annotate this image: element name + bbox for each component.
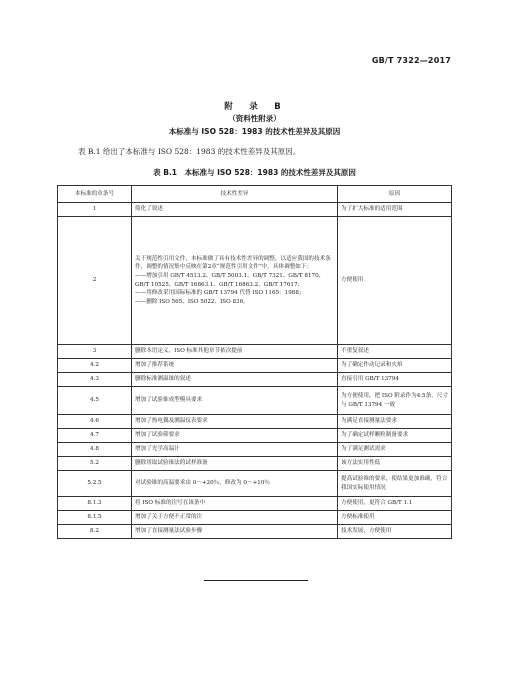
cell-clause: 2 bbox=[58, 217, 132, 345]
difference-line: 删除标准测温锥的叙述 bbox=[135, 376, 191, 383]
cell-reason: 不重复叙述 bbox=[338, 345, 452, 359]
cell-clause: 4.5 bbox=[58, 387, 132, 415]
table-row bbox=[58, 415, 452, 429]
intro-paragraph: 表 B.1 给出了本标准与 ISO 528：1983 的技术性差异及其原因。 bbox=[78, 147, 301, 156]
cell-difference bbox=[132, 345, 338, 359]
table-row bbox=[58, 359, 452, 373]
cell-clause: 5.2 bbox=[58, 457, 132, 471]
difference-line: 简化了叙述 bbox=[135, 206, 163, 213]
cell-clause: 3 bbox=[58, 345, 132, 359]
difference-line: 增加了关于方便不正常的注 bbox=[135, 514, 203, 521]
cell-difference bbox=[132, 525, 338, 539]
cell-difference bbox=[132, 471, 338, 497]
cell-difference bbox=[132, 497, 338, 511]
cell-difference bbox=[132, 429, 338, 443]
table-body bbox=[58, 203, 452, 539]
table-row bbox=[58, 457, 452, 471]
cell-reason: 方便标准使用 bbox=[338, 511, 452, 525]
table-header-row bbox=[58, 186, 452, 203]
difference-line: 增加了热电偶及测温仪表要求 bbox=[135, 418, 208, 425]
differences-table bbox=[57, 185, 452, 539]
cell-reason: 方便使用 bbox=[338, 217, 452, 345]
cell-reason: 直接引用 GB/T 13794 bbox=[338, 373, 452, 387]
cell-clause: 8.1.3 bbox=[58, 497, 132, 511]
header-clause: 本标准的章条号 bbox=[58, 186, 132, 203]
cell-clause: 8.2 bbox=[58, 525, 132, 539]
cell-clause: 4.3 bbox=[58, 373, 132, 387]
table-row bbox=[58, 203, 452, 217]
difference-line: 增加了试验锥成型模具要求 bbox=[135, 397, 203, 404]
difference-line: ——删除 ISO 565、ISO 5022、ISO 836。 bbox=[135, 298, 249, 305]
table-row bbox=[58, 471, 452, 497]
difference-line: 增加了试验筛要求 bbox=[135, 432, 180, 439]
end-rule bbox=[204, 580, 308, 581]
annex-title: 附 录 B bbox=[224, 102, 285, 112]
difference-line: 增加了直接测量法试验步骤 bbox=[135, 528, 203, 535]
cell-reason: 该方法实用性低 bbox=[338, 457, 452, 471]
difference-line: ——用修改采用国际标准的 GB/T 13794 代替 ISO 1165：1988； bbox=[135, 290, 305, 297]
table-row bbox=[58, 429, 452, 443]
table-row bbox=[58, 497, 452, 511]
difference-line: 将 ISO 标准的注写在该条中 bbox=[135, 500, 206, 507]
cell-clause: 8.1.5 bbox=[58, 511, 132, 525]
table-row bbox=[58, 387, 452, 415]
cell-reason: 为了确定作动记录和火焰 bbox=[338, 359, 452, 373]
cell-clause: 4.7 bbox=[58, 429, 132, 443]
table-row bbox=[58, 373, 452, 387]
cell-difference bbox=[132, 511, 338, 525]
cell-difference bbox=[132, 203, 338, 217]
table-row bbox=[58, 443, 452, 457]
table-row bbox=[58, 345, 452, 359]
difference-line: 关于规范性引用文件，本标准做了具有技术性差异的调整，以适应我国的技术条件，调整的情况集中反映在第2章“规范性引用文件”中，具体调整如下： bbox=[135, 255, 331, 271]
difference-line: 删除本语定义，ISO 标准其他章节依次提前 bbox=[135, 348, 243, 355]
cell-clause: 1 bbox=[58, 203, 132, 217]
difference-line: ——增加引用 GB/T 4513.2、GB/T 5003.1、GB/T 7321、GB/T 8170、GB/T 10525、GB/T 16863.1、GB/T 16863.2、GB/T 17617； bbox=[135, 272, 325, 288]
cell-clause: 4.8 bbox=[58, 443, 132, 457]
difference-line: 对试验锥的高温要求由 0～+20％，修改为 0～+10％ bbox=[135, 480, 270, 487]
cell-difference bbox=[132, 387, 338, 415]
table-row bbox=[58, 217, 452, 345]
cell-reason: 为了扩大标准的适用范围 bbox=[338, 203, 452, 217]
difference-line: 增加了光学高温计 bbox=[135, 446, 180, 453]
difference-line: 增加了推荐系统 bbox=[135, 362, 175, 369]
header-difference: 技术性差异 bbox=[132, 186, 338, 203]
cell-clause: 4.6 bbox=[58, 415, 132, 429]
annex-main-title: 本标准与 ISO 528：1983 的技术性差异及其原因 bbox=[168, 127, 341, 136]
cell-difference bbox=[132, 217, 338, 345]
table-caption: 表 B.1 本标准与 ISO 528：1983 的技术性差异及其原因 bbox=[153, 168, 356, 177]
cell-reason: 为了满足测试需求 bbox=[338, 443, 452, 457]
cell-difference bbox=[132, 415, 338, 429]
cell-reason: 方便使用，更符合 GB/T 1.1 bbox=[338, 497, 452, 511]
cell-clause: 4.2 bbox=[58, 359, 132, 373]
cell-reason: 提高试验锥的要求，使结果更加准确，符合我国实际使用情况 bbox=[338, 471, 452, 497]
cell-reason: 为满足直接测量法要求 bbox=[338, 415, 452, 429]
table-row bbox=[58, 511, 452, 525]
header-reason: 原因 bbox=[338, 186, 452, 203]
standard-code: GB/T 7322—2017 bbox=[371, 56, 451, 65]
cell-difference bbox=[132, 457, 338, 471]
cell-clause: 5.2.5 bbox=[58, 471, 132, 497]
difference-line: 删除用取试验锥法的试样准备 bbox=[135, 460, 208, 467]
table-row bbox=[58, 525, 452, 539]
cell-difference bbox=[132, 443, 338, 457]
cell-difference bbox=[132, 373, 338, 387]
cell-reason: 技术发展，方便使用 bbox=[338, 525, 452, 539]
cell-difference bbox=[132, 359, 338, 373]
annex-subtitle: （资料性附录） bbox=[228, 114, 281, 123]
cell-reason: 为了确定试样颗粒制备要求 bbox=[338, 429, 452, 443]
cell-reason: 为方便使用，把 ISO 附录作为4.5条，尺寸与 GB/T 13794 一致 bbox=[338, 387, 452, 415]
